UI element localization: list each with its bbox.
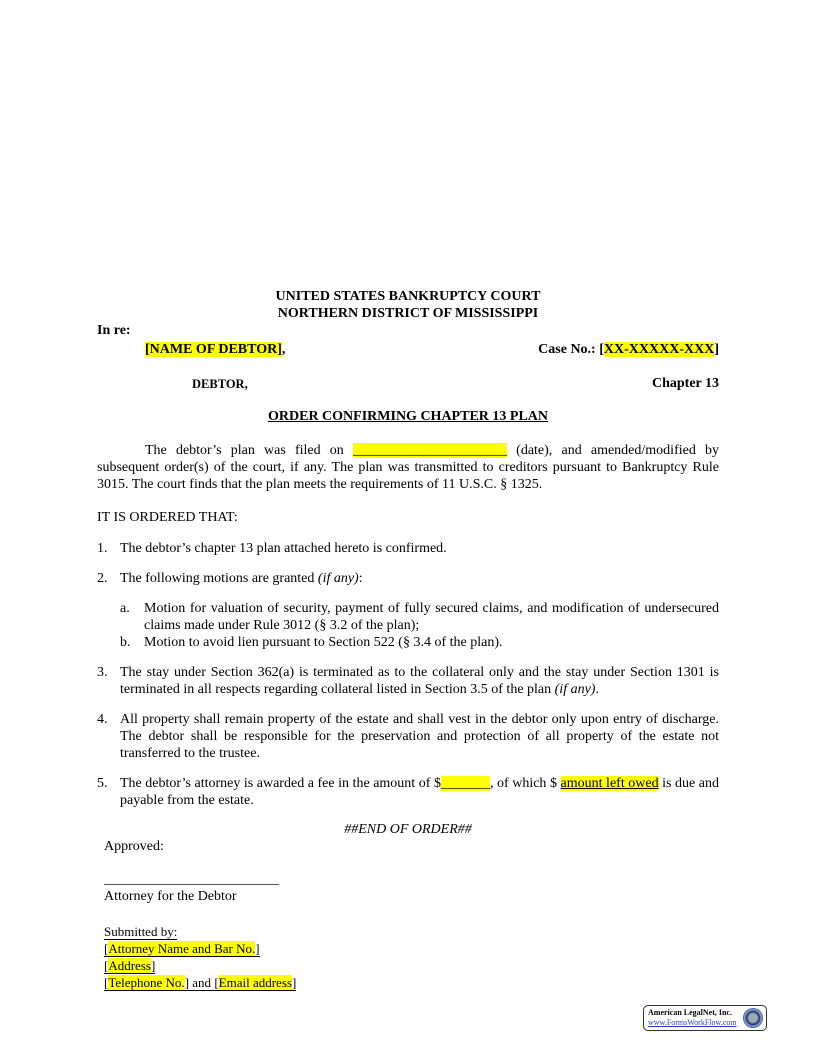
end-of-order: ##END OF ORDER## [344,822,472,837]
document-title: ORDER CONFIRMING CHAPTER 13 PLAN [268,409,548,424]
comma: , [281,342,286,357]
bracket: ] [714,342,719,357]
email-field[interactable]: Email address [218,975,292,990]
in-re-label: In re: [97,323,131,338]
item-number: 2. [97,571,108,586]
telephone-field[interactable]: Telephone No. [108,975,185,990]
intro-text-rest: (date), and amended/modified by subsequent order(s) of the court, if any. The plan was transmitted to creditors pursuant to Bankruptcy Rule 3015. The court finds that the plan meets the requirements of 11 U.S.C. § 1325. [97,443,720,492]
item-number: 5. [97,776,108,791]
order-item-2 [97,570,719,587]
item-text-mid: , of which $ [489,776,561,791]
bracket: [ [104,958,109,973]
court-district: NORTHERN DISTRICT OF MISSISSIPPI [277,306,539,321]
chapter-label: Chapter 13 [651,376,719,391]
order-item-3 [97,664,719,698]
bracket: ] [184,975,190,990]
amount-owed-field[interactable]: amount left owed [560,776,659,791]
colon: : [358,571,363,586]
item-text-end: is due and payable from the estate. [120,776,719,808]
case-number [538,342,719,358]
order-item-5 [97,775,719,809]
debtor-name-field[interactable]: [NAME OF DEBTOR] [145,342,282,357]
signature-line[interactable]: _________________________ [104,872,279,887]
order-item-1 [97,540,719,557]
and-text: and [189,975,215,990]
if-any-note: (if any) [317,571,359,586]
order-item-4 [97,711,719,762]
bracket: [ [214,975,219,990]
bracket: ] [255,941,260,956]
attorney-for-debtor-label: Attorney for the Debtor [104,889,237,904]
item-number: 4. [97,712,108,727]
item-number: 1. [97,541,108,556]
court-name: UNITED STATES BANKRUPTCY COURT [275,289,541,304]
logo-url-link[interactable]: www.FormsWorkFlow.com [648,1018,737,1027]
fee-amount-field[interactable]: _______ [440,776,490,791]
address-field[interactable]: Address [108,958,151,973]
sub-item-a [120,600,719,634]
sub-item-letter: b. [120,635,131,650]
court-header [97,288,719,322]
sub-item-text: Motion for valuation of security, payment of fully secured claims, and modification of undersecured claims made under Rule 3012 (§ 3.2 of the plan); [144,601,719,633]
attorney-name-field[interactable]: Attorney Name and Bar No. [108,941,256,956]
american-legalnet-logo[interactable] [643,1005,767,1031]
debtor-name-line [145,342,285,358]
item-text: All property shall remain property of the estate and shall vest in the debtor only upon entry of discharge. The debtor shall be responsible for the preservation and protection of all property of the estate not transferred to the trustee. [120,712,719,761]
approved-label: Approved: [104,839,164,854]
submitted-by-block [104,923,296,991]
item-text: The following motions are granted [120,571,318,586]
logo-company: American LegalNet, Inc. [648,1008,732,1017]
bracket: [ [104,941,109,956]
case-no-label: Case No.: [ [538,342,604,357]
sub-item-b [120,634,719,651]
period: . [595,682,599,697]
bracket: [ [104,975,109,990]
sub-item-letter: a. [120,601,130,616]
case-no-field[interactable]: XX-XXXXX-XXX [603,342,715,357]
ordered-heading: IT IS ORDERED THAT: [97,510,238,525]
bracket: ] [150,958,156,973]
intro-text: The debtor’s plan was filed on [145,443,353,458]
if-any-note: (if any) [554,682,596,697]
item-text: The debtor’s attorney is awarded a fee in the amount of $ [120,776,441,791]
sub-item-text: Motion to avoid lien pursuant to Section 522 (§ 3.4 of the plan). [144,635,503,650]
item-number: 3. [97,665,108,680]
submitted-by-label: Submitted by: [104,924,178,939]
intro-paragraph [97,442,719,493]
globe-icon [743,1008,763,1028]
item-text: The stay under Section 362(a) is terminated as to the collateral only and the stay under Section 1301 is terminated in all respects regarding collateral listed in Section 3.5 of the plan [120,665,719,697]
debtor-label: DEBTOR, [192,377,248,391]
item-text: The debtor’s chapter 13 plan attached hereto is confirmed. [120,541,447,556]
filed-date-field[interactable]: ______________________ [352,443,507,458]
bracket: ] [291,975,297,990]
